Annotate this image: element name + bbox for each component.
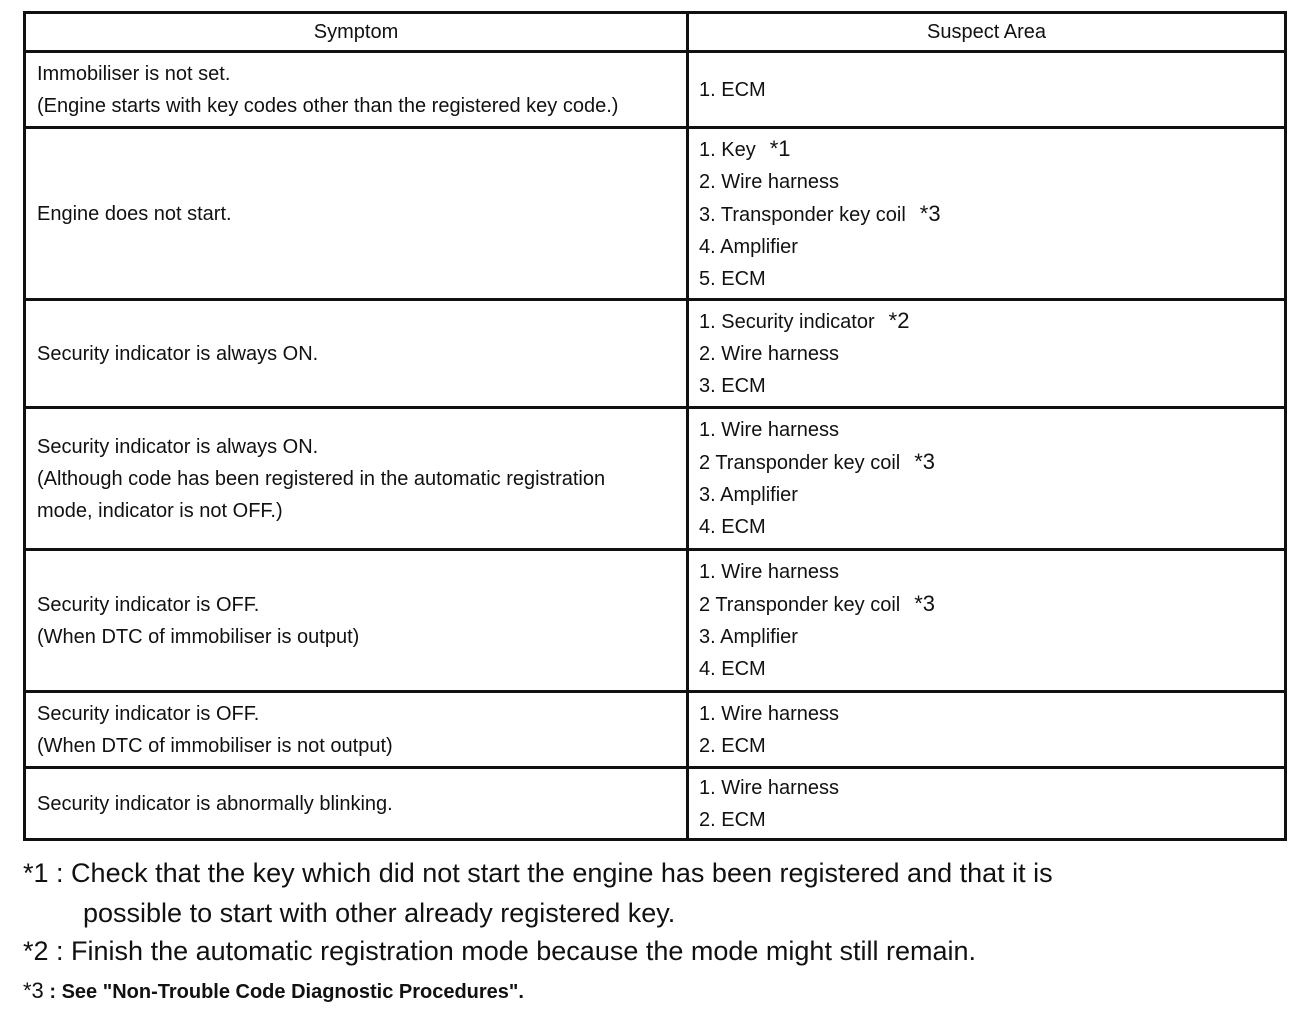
suspect-area-item (699, 446, 1274, 479)
suspect-area-item (699, 231, 1274, 263)
symptom-text: Immobiliser is not set. (37, 62, 231, 85)
symptom-cell (25, 550, 688, 692)
suspect-area-text: 3. Amplifier (699, 626, 798, 648)
suspect-area-cell (688, 692, 1286, 768)
suspect-area-item (699, 74, 1274, 106)
suspect-area-item (699, 263, 1274, 295)
suspect-area-item (699, 556, 1274, 588)
symptom-cell (25, 768, 688, 840)
symptom-table (23, 11, 1287, 841)
symptom-text: (When DTC of immobiliser is not output) (37, 734, 393, 757)
footnote-1 (23, 853, 1053, 933)
suspect-area-cell (688, 128, 1286, 300)
suspect-area-item (699, 370, 1274, 402)
suspect-area-text: 2 Transponder key coil (699, 452, 901, 474)
symptom-cell (25, 128, 688, 300)
suspect-area-item (699, 305, 1274, 338)
symptom-cell (25, 300, 688, 408)
table-row (25, 408, 1286, 550)
suspect-area-text: 1. Wire harness (699, 776, 840, 799)
suspect-area-text: 1. Wire harness (699, 561, 840, 583)
suspect-area-item (699, 730, 1274, 762)
table-row (25, 128, 1286, 300)
suspect-area-text: 3. ECM (699, 375, 766, 397)
table-row (25, 52, 1286, 128)
symptom-text: Security indicator is always ON. (37, 435, 319, 458)
symptom-text: (Although code has been registered in the automatic registration (37, 467, 606, 490)
table-row (25, 692, 1286, 768)
suspect-area-item (699, 414, 1274, 446)
footnote-text: : Check that the key which did not start the engine has been registered and that it is (56, 858, 1053, 888)
suspect-area-text: 2. Wire harness (699, 343, 840, 365)
suspect-area-text: 2. ECM (699, 734, 766, 757)
symptom-cell (25, 408, 688, 550)
suspect-area-cell (688, 768, 1286, 840)
footnote-text: : Finish the automatic registration mode because the mode might still remain. (56, 936, 976, 966)
symptom-text: Security indicator is abnormally blinking. (37, 792, 393, 815)
footnote-text: : See "Non-Trouble Code Diagnostic Procedures". (49, 981, 524, 1003)
suspect-area-column-header: Suspect Area (688, 13, 1286, 52)
suspect-area-item (699, 653, 1274, 685)
footnote-reference: *3 (914, 449, 936, 474)
suspect-area-text: 4. ECM (699, 658, 766, 680)
suspect-area-item (699, 133, 1274, 166)
suspect-area-item (699, 338, 1274, 370)
suspect-area-cell (688, 52, 1286, 128)
footnote-text-continued: possible to start with other already registered key. (83, 898, 676, 928)
footnote-mark: *3 (23, 978, 44, 1003)
suspect-area-item (699, 198, 1274, 231)
symptom-column-header: Symptom (25, 13, 688, 52)
suspect-area-text: 1. Security indicator (699, 311, 875, 333)
suspect-area-item (699, 588, 1274, 621)
suspect-area-text: 3. Transponder key coil (699, 203, 906, 226)
footnote-mark: *2 (23, 936, 49, 966)
symptom-cell (25, 52, 688, 128)
suspect-area-text: 4. ECM (699, 516, 766, 538)
suspect-area-item (699, 772, 1274, 804)
suspect-area-item (699, 804, 1274, 836)
suspect-area-text: 2 Transponder key coil (699, 594, 901, 616)
symptom-text: Security indicator is OFF. (37, 702, 260, 725)
suspect-area-text: 3. Amplifier (699, 484, 798, 506)
suspect-area-text: 1. Wire harness (699, 702, 840, 725)
table-row (25, 300, 1286, 408)
suspect-area-cell (688, 408, 1286, 550)
suspect-area-text: 1. Wire harness (699, 419, 840, 441)
symptom-text: Security indicator is OFF. (37, 593, 260, 616)
footnote-reference: *3 (914, 591, 936, 616)
suspect-area-cell (688, 550, 1286, 692)
footnote-reference: *2 (888, 308, 910, 333)
symptom-text: mode, indicator is not OFF.) (37, 499, 283, 522)
suspect-area-text: 2. Wire harness (699, 170, 840, 193)
table-header-row (25, 13, 1286, 52)
suspect-area-text: 5. ECM (699, 267, 766, 290)
footnote-mark: *1 (23, 858, 49, 888)
symptom-text: Engine does not start. (37, 202, 232, 225)
table-body (25, 52, 1286, 840)
footnote-reference: *1 (769, 135, 791, 161)
footnote-reference: *3 (919, 200, 941, 226)
symptom-text: Security indicator is always ON. (37, 342, 319, 365)
suspect-area-text: 2. ECM (699, 808, 766, 831)
suspect-area-item (699, 479, 1274, 511)
footnote-2 (23, 931, 976, 971)
suspect-area-item (699, 621, 1274, 653)
symptom-text: (When DTC of immobiliser is output) (37, 625, 360, 648)
suspect-area-item (699, 698, 1274, 730)
symptom-cell (25, 692, 688, 768)
suspect-area-item (699, 511, 1274, 543)
suspect-area-text: 1. ECM (699, 78, 766, 101)
suspect-area-text: 4. Amplifier (699, 235, 798, 258)
footnote-3 (23, 975, 524, 1008)
table-row (25, 550, 1286, 692)
symptom-text: (Engine starts with key codes other than the registered key code.) (37, 94, 619, 117)
suspect-area-item (699, 166, 1274, 198)
suspect-area-text: 1. Key (699, 138, 756, 161)
table-row (25, 768, 1286, 840)
suspect-area-cell (688, 300, 1286, 408)
